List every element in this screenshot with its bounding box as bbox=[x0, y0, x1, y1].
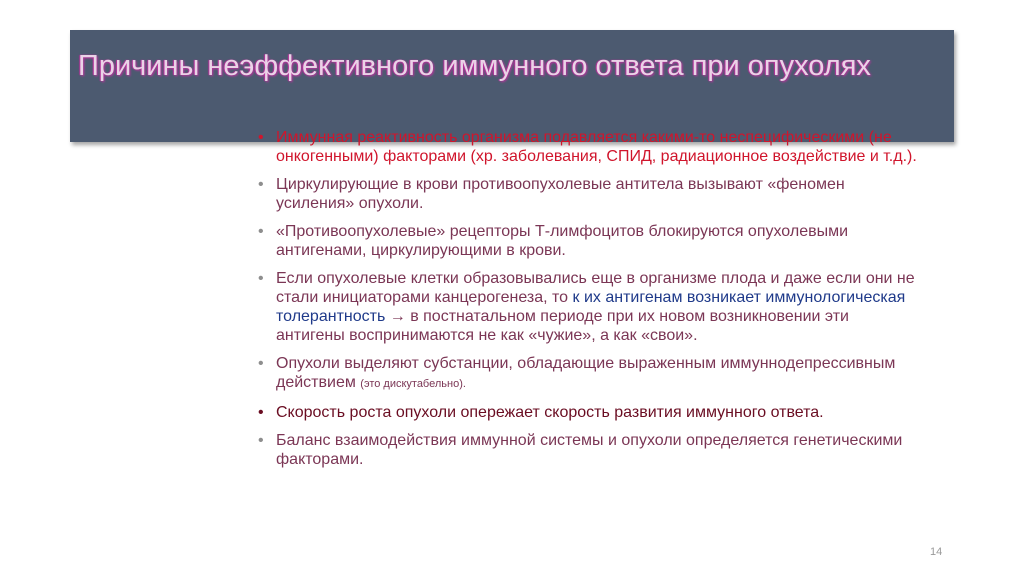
bullet-text: Баланс взаимодействия иммунной системы и опухоли определяется генетическими факторами. bbox=[276, 432, 903, 468]
bullet-dot-icon: • bbox=[258, 355, 264, 372]
bullet-item bbox=[258, 403, 918, 422]
bullet-list bbox=[258, 128, 918, 478]
bullet-item bbox=[258, 354, 918, 394]
bullet-item bbox=[258, 269, 918, 345]
bullet-dot-icon: • bbox=[258, 176, 264, 193]
bullet-text: Скорость роста опухоли опережает скорость развития иммунного ответа. bbox=[276, 404, 824, 421]
bullet-note: (это дискутабельно). bbox=[360, 378, 466, 390]
slide-title: Причины неэффективного иммунного ответа при опухолях bbox=[78, 50, 871, 82]
bullet-text: «Противоопухолевые» рецепторы Т-лимфоцитов блокируются опухолевыми антигенами, циркулирующими в крови. bbox=[276, 223, 849, 259]
bullet-text: Если опухолевые клетки образовывались еще в организме плода и даже если они не стали инициаторами канцерогенеза, то bbox=[276, 270, 915, 306]
bullet-dot-icon: • bbox=[258, 432, 264, 449]
bullet-dot-icon: • bbox=[258, 223, 264, 240]
bullet-text: Иммунная реактивность организма подавляется какими-то неспецифическими (не онкогенными) факторами (хр. заболевания, СПИД, радиационное воздействие и т.д.). bbox=[276, 129, 917, 165]
bullet-item bbox=[258, 431, 918, 469]
bullet-text: Циркулирующие в крови противоопухолевые антитела вызывают «феномен усиления» опухоли. bbox=[276, 176, 845, 212]
bullet-dot-icon: • bbox=[258, 129, 264, 146]
bullet-dot-icon: • bbox=[258, 404, 264, 421]
bullet-dot-icon: • bbox=[258, 270, 264, 287]
bullet-item bbox=[258, 175, 918, 213]
bullet-text: Опухоли выделяют субстанции, обладающие выраженным иммуннодепрессивным действием bbox=[276, 355, 896, 391]
bullet-item bbox=[258, 222, 918, 260]
bullet-highlight: к их антигенам возникает иммунологическая толерантность bbox=[276, 289, 906, 325]
page-number: 14 bbox=[930, 546, 943, 558]
bullet-text: → в постнатальном периоде при их новом возникновении эти антигены воспринимаются не как «чужие», а как «свои». bbox=[276, 308, 849, 344]
title-band bbox=[70, 30, 954, 142]
bullet-item bbox=[258, 128, 918, 166]
